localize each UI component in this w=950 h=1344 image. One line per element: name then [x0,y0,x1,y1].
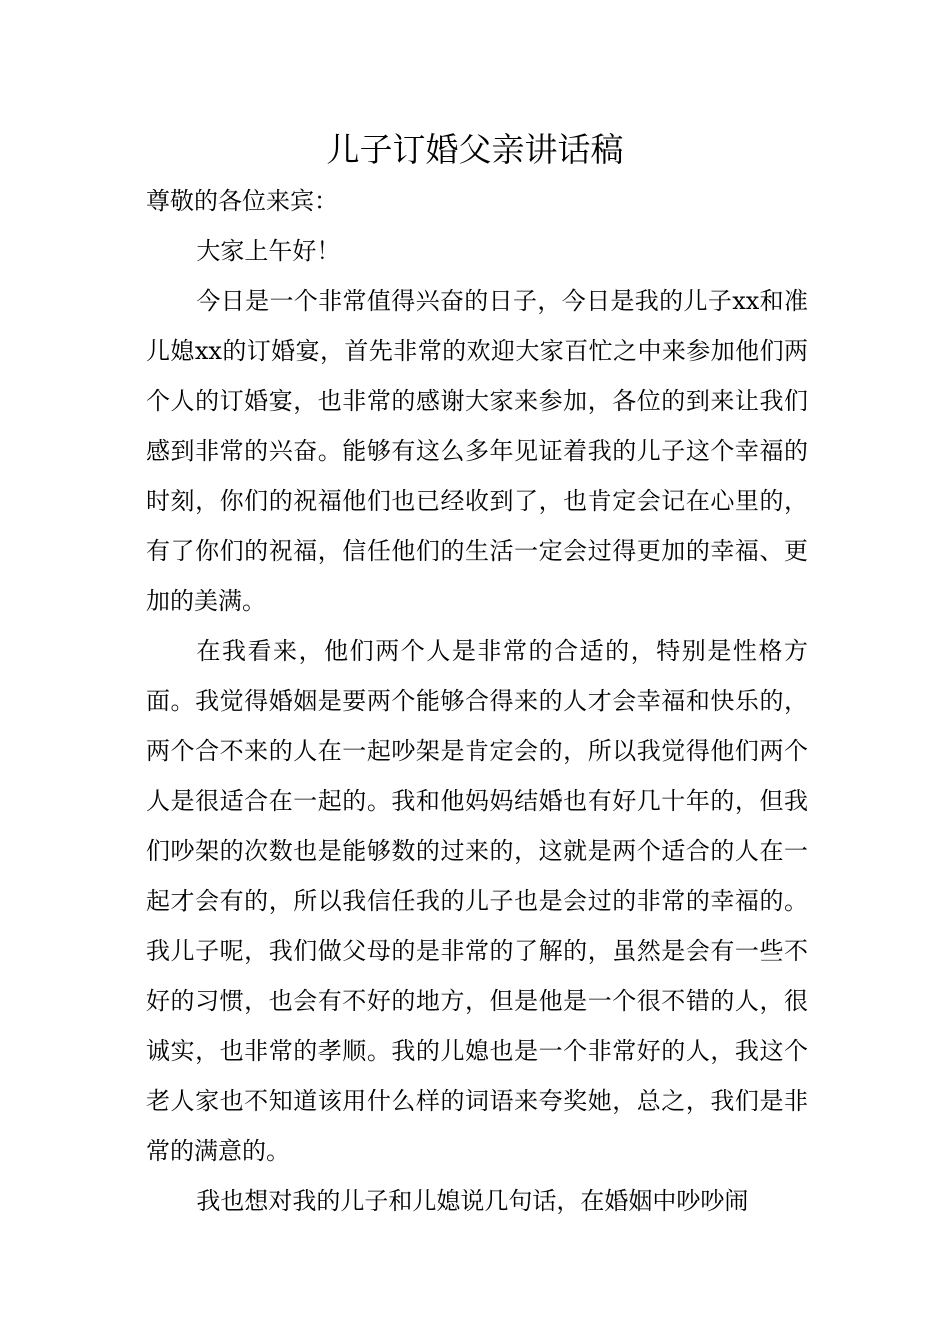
document-body [146,176,808,1226]
paragraph-greeting: 大家上午好！ [196,237,341,265]
paragraph-introduction: 今日是一个非常值得兴奋的日子，今日是我的儿子xx和准儿媳xx的订婚宴，首先非常的欢迎大家百忙之中来参加他们两个人的订婚宴，也非常的感谢大家来参加，各位的到来让我们感到非常的兴奋。能够有这么多年见证着我的儿子这个幸福的时刻，你们的祝福他们也已经收到了，也肯定会记在心里的，有了你们的祝福，信任他们的生活一定会过得更加的幸福、更加的美满。 [146,287,808,615]
paragraph-compatibility: 在我看来，他们两个人是非常的合适的，特别是性格方面。我觉得婚姻是要两个能够合得来的人才会幸福和快乐的，两个合不来的人在一起吵架是肯定会的，所以我觉得他们两个人是很适合在一起的。我和他妈妈结婚也有好几十年的，但我们吵架的次数也是能够数的过来的，这就是两个适合的人在一起才会有的，所以我信任我的儿子也是会过的非常的幸福的。我儿子呢，我们做父母的是非常的了解的，虽然是会有一些不好的习惯，也会有不好的地方，但是他是一个很不错的人，很诚实，也非常的孝顺。我的儿媳也是一个非常好的人，我这个老人家也不知道该用什么样的词语来夸奖她，总之，我们是非常的满意的。 [146,637,808,1165]
salutation: 尊敬的各位来宾： [146,187,338,215]
document-title: 儿子订婚父亲讲话稿 [326,130,624,169]
paragraph-advice: 我也想对我的儿子和儿媳说几句话，在婚姻中吵吵闹 [196,1187,749,1215]
